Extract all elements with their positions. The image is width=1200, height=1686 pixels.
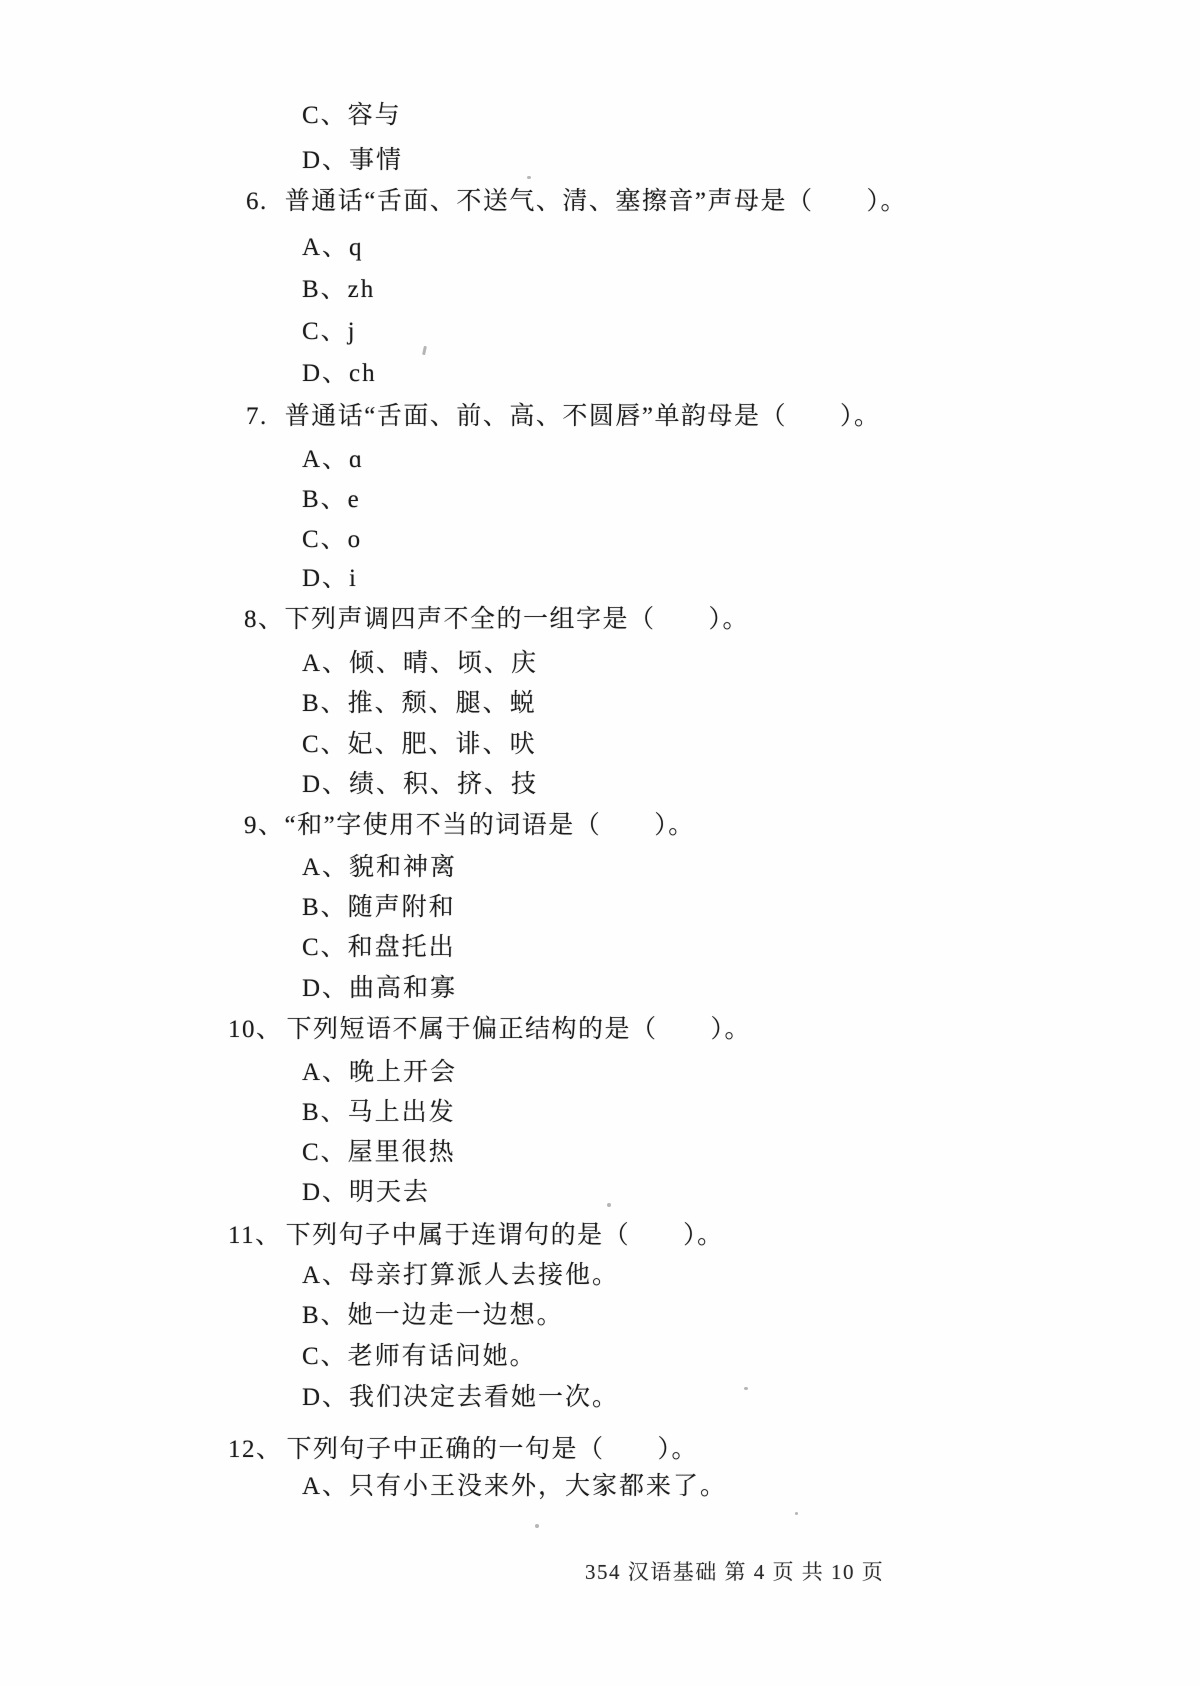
question-9-stem: “和”字使用不当的词语是（ ）。 [284,812,695,839]
question-12 [228,1434,698,1466]
page-footer: 354 汉语基础 第 4 页 共 10 页 [585,1560,885,1584]
question-12-number: 12、 [228,1436,283,1463]
question-10-option-c: C、屋里很热 [302,1139,456,1166]
question-5-option-c: C、容与 [302,102,402,129]
question-10-stem: 下列短语不属于偏正结构的是（ ）。 [286,1016,752,1043]
question-6-option-d: D、ch [302,360,377,387]
question-9-number: 9、 [244,812,285,839]
question-8-number: 8、 [244,606,285,633]
question-12-stem: 下列句子中正确的一句是（ ）。 [286,1436,699,1463]
question-6 [246,186,907,218]
question-8-stem: 下列声调四声不全的一组字是（ ）。 [284,606,750,633]
question-11-option-c: C、老师有话问她。 [302,1343,537,1370]
question-7-option-b: B、e [302,486,361,513]
question-11-stem: 下列句子中属于连谓句的是（ ）。 [285,1222,724,1249]
question-10 [228,1014,751,1046]
scan-speck [744,1387,748,1390]
scan-speck [795,1512,798,1515]
question-8 [244,604,749,636]
question-7 [246,401,880,433]
question-11-option-b: B、她一边走一边想。 [302,1302,564,1329]
question-10-option-a: A、晚上开会 [302,1059,458,1086]
question-9-option-a: A、貌和神离 [302,854,458,881]
question-6-number: 6. [246,188,268,215]
question-12-option-a: A、只有小王没来外，大家都来了。 [302,1473,728,1500]
question-9-option-c: C、和盘托出 [302,934,456,961]
scan-speck [527,176,531,179]
question-6-option-c: C、j [302,318,357,345]
question-11 [228,1220,724,1252]
question-7-option-c: C、o [302,526,363,553]
question-11-option-a: A、母亲打算派人去接他。 [302,1262,620,1289]
question-9-option-d: D、曲高和寡 [302,975,458,1002]
question-10-number: 10、 [228,1016,283,1043]
question-10-option-d: D、明天去 [302,1179,431,1206]
scan-speck [422,346,427,355]
question-6-stem: 普通话“舌面、不送气、清、塞擦音”声母是（ ）。 [284,188,907,215]
question-7-stem: 普通话“舌面、前、高、不圆唇”单韵母是（ ）。 [284,403,881,430]
question-11-number: 11、 [228,1222,282,1249]
scan-speck [535,1524,539,1528]
question-6-option-a: A、q [302,234,364,261]
question-8-option-a: A、倾、晴、顷、庆 [302,650,539,677]
question-8-option-b: B、推、颓、腿、蜕 [302,690,537,717]
question-7-option-d: D、i [302,565,359,592]
question-10-option-b: B、马上出发 [302,1099,456,1126]
question-7-option-a: A、ɑ [302,446,365,473]
question-8-option-d: D、绩、积、挤、技 [302,771,539,798]
scan-speck [607,1203,611,1207]
question-7-number: 7. [246,403,268,430]
question-9 [244,810,695,842]
question-9-option-b: B、随声附和 [302,894,456,921]
question-8-option-c: C、妃、肥、诽、吠 [302,731,537,758]
question-11-option-d: D、我们决定去看她一次。 [302,1384,620,1411]
question-5-option-d: D、事情 [302,147,404,174]
question-6-option-b: B、zh [302,276,376,303]
